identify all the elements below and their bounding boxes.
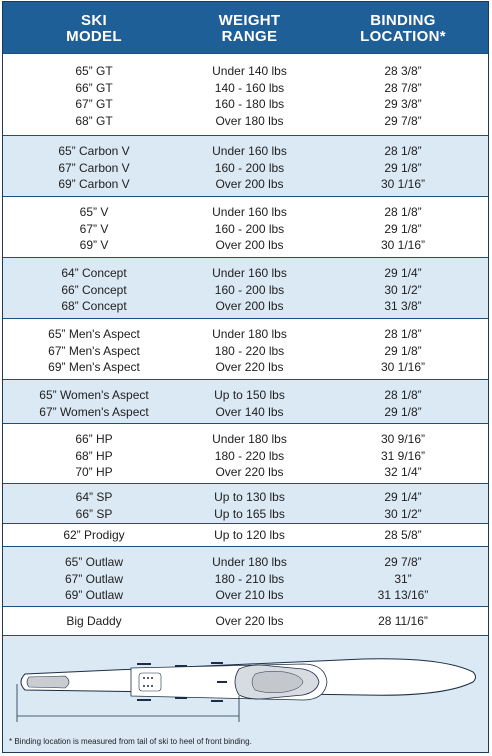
table-row [3,404,488,421]
table-row [3,431,488,448]
weight-range-cell: Over 220 lbs [215,360,284,375]
table-row [3,80,488,97]
weight-range-cell: Up to 120 lbs [214,528,285,542]
table-row [3,489,488,506]
header-binding-location [313,13,489,45]
weight-range-cell: Under 140 lbs [212,64,287,78]
table-row [3,160,488,177]
table-row [3,464,488,481]
table-row [3,113,488,130]
table-row [3,359,488,376]
weight-range-cell: 160 - 200 lbs [214,221,285,236]
table-row [3,448,488,465]
model-group [3,523,488,546]
weight-range-cell: Over 200 lbs [215,177,284,192]
table-row [3,237,488,254]
weight-range-cell: 140 - 160 lbs [214,80,285,95]
binding-footnote: * Binding location is measured from tail of ski to heel of front binding. [9,737,252,746]
weight-range-cell: Over 220 lbs [215,614,284,628]
model-group [3,606,488,635]
table-row [3,527,488,544]
model-group [3,379,488,423]
binding-location-cell: 29 1/8” [384,221,422,236]
weight-range-cell: Over 220 lbs [215,465,284,480]
table-row [3,176,488,193]
binding-location-cell: 29 1/8” [384,160,422,175]
table-row [3,613,488,630]
binding-location-cell: 30 1/16” [380,360,426,375]
table-row [3,143,488,160]
table-row [3,282,488,299]
weight-range-cell: Under 180 lbs [212,432,287,446]
binding-location-cell: 29 1/4” [384,266,422,280]
binding-location-cell: 28 1/8” [384,388,422,402]
weight-range-cell: Up to 150 lbs [214,388,285,402]
table-row [3,571,488,588]
binding-location-cell: 31 9/16” [380,448,426,463]
table-row [3,587,488,604]
weight-range-cell: Over 200 lbs [215,299,284,314]
model-group [3,546,488,606]
weight-range-cell: Over 180 lbs [215,114,284,129]
ski-model-cell: 67” Outlaw [64,571,124,586]
binding-location-cell: 29 7/8” [384,114,422,129]
table-row [3,96,488,113]
ski-model-cell: 65” Women's Aspect [39,388,149,402]
binding-location-cell: 28 1/8” [384,205,422,219]
binding-location-cell: 30 1/2” [384,282,422,297]
header-binding-location-line1: BINDING [370,12,436,29]
header-ski-model-line1: SKI [81,12,107,29]
weight-range-cell: 160 - 180 lbs [214,97,285,112]
weight-range-cell: Under 180 lbs [212,327,287,341]
ski-model-cell: 69” Outlaw [64,588,124,603]
weight-range-cell: 180 - 210 lbs [214,571,285,586]
binding-location-cell: 31” [394,571,412,586]
binding-location-cell: 29 7/8” [384,555,422,569]
binding-location-cell: 29 1/8” [384,404,422,419]
binding-location-cell: 30 9/16” [380,432,426,446]
binding-location-cell: 29 1/4” [384,490,422,504]
ski-model-cell: 65” V [79,205,109,219]
weight-range-cell: 180 - 220 lbs [214,448,285,463]
table-row [3,221,488,238]
binding-location-cell: 28 1/8” [384,327,422,341]
ski-model-cell: 68” GT [75,114,113,129]
ski-diagram [3,635,488,753]
ski-model-cell: 67” GT [75,97,113,112]
weight-range-cell: Under 180 lbs [212,555,287,569]
binding-location-cell: 28 11/16” [378,614,428,628]
ski-model-cell: 65” Outlaw [64,555,124,569]
weight-range-cell: Under 160 lbs [212,266,287,280]
ski-model-cell: 67” Carbon V [58,160,130,175]
binding-location-cell: 28 7/8” [384,80,422,95]
binding-location-cell: 29 1/8” [384,343,422,358]
ski-model-cell: 67” Women's Aspect [39,404,149,419]
table-row [3,387,488,404]
weight-range-cell: 180 - 220 lbs [214,343,285,358]
model-group [3,483,488,523]
ski-model-cell: 65” Men's Aspect [48,327,140,341]
ski-model-cell: 69” V [79,238,109,253]
binding-location-cell: 32 1/4” [384,465,422,480]
table-row [3,265,488,282]
ski-model-cell: 66” HP [75,432,113,446]
weight-range-cell: Over 140 lbs [215,404,284,419]
header-binding-location-line2: LOCATION* [360,28,446,45]
binding-location-cell: 28 1/8” [384,144,422,158]
binding-location-cell: 28 3/8” [384,64,422,78]
binding-location-cell: 31 13/16” [377,588,429,603]
weight-range-cell: 160 - 200 lbs [214,160,285,175]
ski-model-cell: 68” Concept [61,299,127,314]
table-header [3,2,488,53]
binding-location-cell: 31 3/8” [384,299,422,314]
binding-location-cell: 30 1/16” [380,238,426,253]
ski-model-cell: 67” Men's Aspect [48,343,140,358]
weight-range-cell: Over 210 lbs [215,588,284,603]
model-group [3,257,488,318]
binding-location-table [2,1,489,753]
table-row [3,298,488,315]
ski-model-cell: 66” Concept [61,282,127,297]
ski-model-cell: 65” Carbon V [58,144,130,158]
model-group [3,196,488,257]
ski-model-cell: 70” HP [75,465,113,480]
weight-range-cell: Up to 165 lbs [214,506,285,521]
table-row [3,326,488,343]
weight-range-cell: 160 - 200 lbs [214,282,285,297]
header-weight-range-line2: RANGE [221,28,278,45]
binding-location-cell: 28 5/8” [384,528,422,542]
ski-model-cell: 67” V [79,221,109,236]
weight-range-cell: Up to 130 lbs [214,490,285,504]
ski-model-cell: 66” GT [75,80,113,95]
weight-range-cell: Under 160 lbs [212,144,287,158]
ski-model-cell: 69” Carbon V [58,177,130,192]
weight-range-cell: Over 200 lbs [215,238,284,253]
header-ski-model-line2: MODEL [66,28,122,45]
ski-model-cell: 69” Men's Aspect [48,360,140,375]
table-row [3,506,488,523]
header-weight-range-line1: WEIGHT [218,12,281,29]
table-row [3,204,488,221]
model-group [3,423,488,483]
ski-model-cell: 64” SP [75,490,113,504]
weight-range-cell: Under 160 lbs [212,205,287,219]
table-row [3,554,488,571]
ski-model-cell: 62” Prodigy [63,528,125,542]
water-ski-outline-icon [3,636,488,736]
ski-model-cell: 64” Concept [61,266,127,280]
binding-location-cell: 30 1/2” [384,506,422,521]
binding-location-cell: 30 1/16” [380,177,426,192]
model-group [3,135,488,196]
table-row [3,343,488,360]
model-group [3,318,488,379]
ski-model-cell: 68” HP [75,448,113,463]
binding-location-cell: 29 3/8” [384,97,422,112]
ski-model-cell: 66” SP [75,506,113,521]
table-row [3,63,488,80]
ski-model-cell: Big Daddy [66,614,122,628]
model-group [3,53,488,135]
ski-model-cell: 65” GT [75,64,113,78]
